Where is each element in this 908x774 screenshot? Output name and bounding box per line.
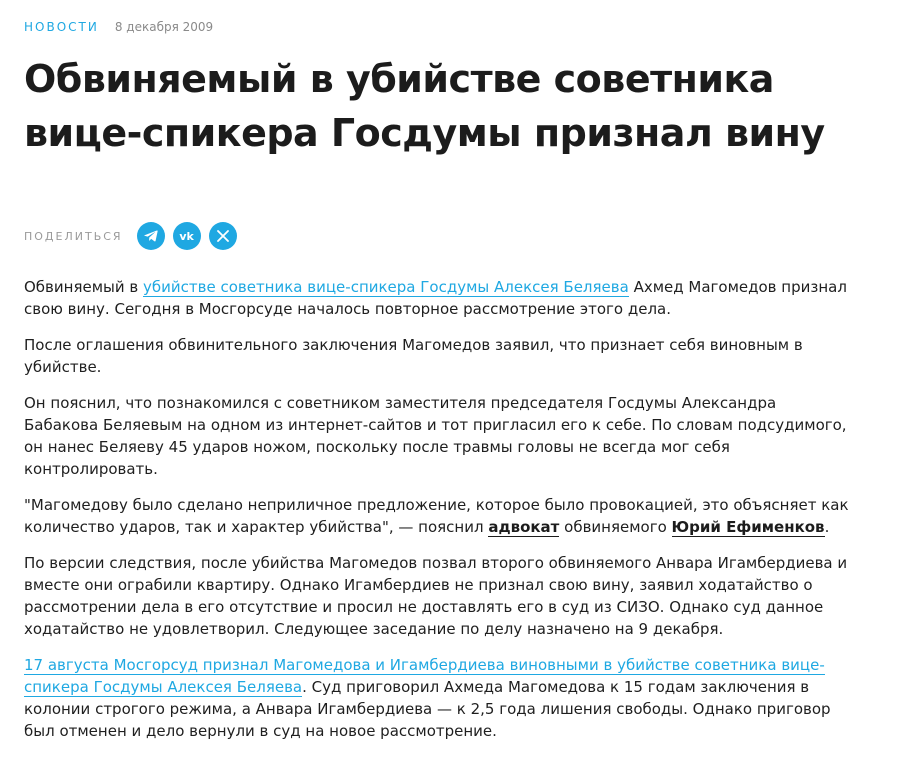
- x-icon: [217, 230, 229, 242]
- p4-text-end: .: [824, 518, 830, 536]
- share-telegram-button[interactable]: [137, 222, 165, 250]
- article-meta: [24, 20, 213, 34]
- p1-text-start: Обвиняемый в: [24, 278, 143, 296]
- paragraph-4: [24, 494, 854, 538]
- share-label: ПОДЕЛИТЬСЯ: [24, 229, 123, 243]
- rubric-link[interactable]: НОВОСТИ: [24, 20, 99, 34]
- share-bar: [24, 222, 245, 250]
- p1-text-end: Ахмед Магомедов признал свою вину. Сегодня в Мосгорсуде началось повторное рассмотрение этого дела.: [24, 278, 847, 318]
- paragraph-3: Он пояснил, что познакомился с советником заместителя председателя Госдумы Александра Бабакова Беляевым на одном из интернет-сайтов и тот пригласил его к себе. По словам подсудимого, он нанес Беляеву 45 ударов ножом, поскольку после травмы головы не всегда мог себя контролировать.: [24, 394, 847, 478]
- efimenkov-link[interactable]: Юрий Ефименков: [671, 518, 825, 536]
- publish-date: 8 декабря 2009: [114, 20, 214, 34]
- vk-icon: vk: [179, 229, 194, 243]
- article-body: [24, 276, 854, 756]
- lawyer-link[interactable]: адвокат: [488, 518, 560, 536]
- paragraph-5: По версии следствия, после убийства Магомедов позвал второго обвиняемого Анвара Игамбердиева и вместе они ограбили квартиру. Однако Игамбердиев не признал свою вину, заявил ходатайство о рассмотрении дела в его отсутствие и просил не доставлять его в суд из СИЗО. Однако суд данное ходатайство не удовлетворил. Следующее заседание по делу назначено на 9 декабря.: [24, 554, 848, 638]
- beliaev-murder-link[interactable]: убийстве советника вице-спикера Госдумы Алексея Беляева: [143, 278, 629, 296]
- article-title: Обвиняемый в убийстве советника вице-спикера Госдумы признал вину: [24, 57, 825, 155]
- telegram-icon: [144, 230, 158, 242]
- p4-quote: "Магомедову было сделано неприличное предложение, которое было провокацией, это объясняет как количество ударов, так и характер убийства", — пояснил: [24, 496, 849, 536]
- verdict-link[interactable]: 17 августа Мосгорсуд признал Магомедова и Игамбердиева виновными в убийстве советника вице-спикера Госдумы Алексея Беляева: [24, 656, 825, 696]
- p6-text-end: . Суд приговорил Ахмеда Магомедова к 15 годам заключения в колонии строгого режима, а Анвара Игамбердиева — к 2,5 года лишения свободы. Однако приговор был отменен и дело вернули в суд на новое рассмотрение.: [24, 678, 831, 740]
- paragraph-6: [24, 654, 854, 742]
- paragraph-2: После оглашения обвинительного заключения Магомедов заявил, что признает себя виновным в убийстве.: [24, 336, 803, 376]
- paragraph-1: [24, 276, 854, 320]
- share-vk-button[interactable]: [173, 222, 201, 250]
- p4-text-mid: обвиняемого: [559, 518, 672, 536]
- share-x-button[interactable]: [209, 222, 237, 250]
